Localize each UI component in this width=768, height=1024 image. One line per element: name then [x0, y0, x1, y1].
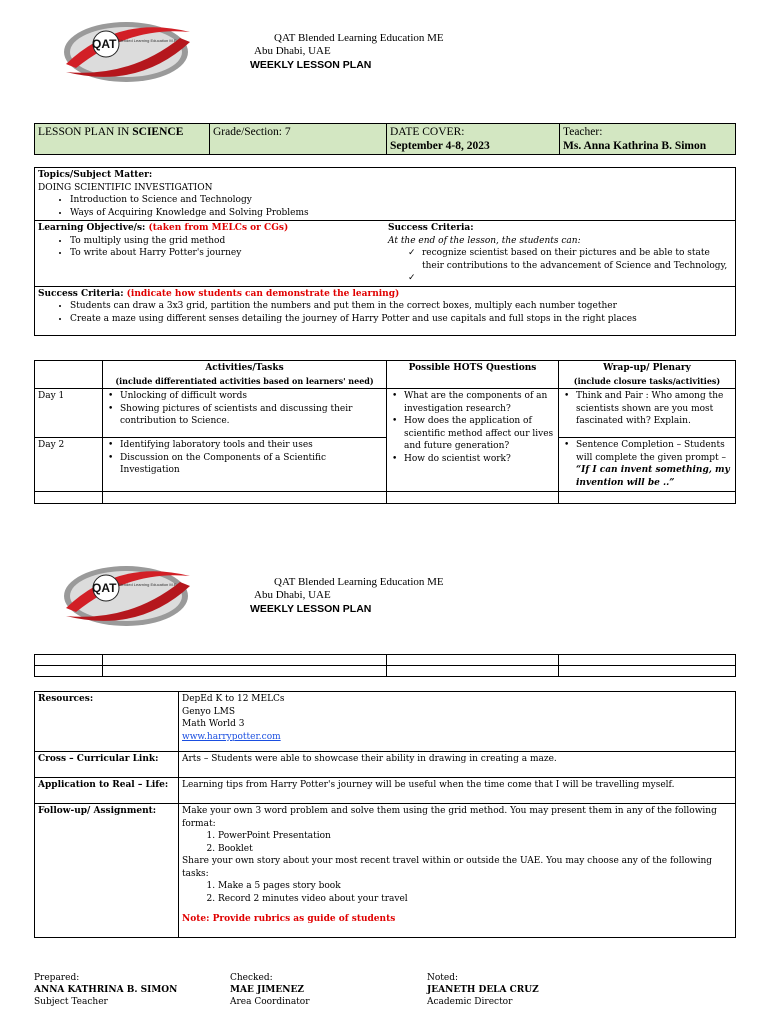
info-table [34, 123, 736, 155]
school-logo [58, 556, 198, 636]
logo-text: QAT [92, 37, 117, 51]
col-hots: Possible HOTS Questions [387, 361, 559, 389]
day2-activities: • Identifying laboratory tools and their uses • Discussion on the Components of a Scientific Investigation [103, 438, 387, 492]
objectives-table [34, 167, 736, 336]
date-cell: DATE COVER: September 4-8, 2023 [387, 124, 560, 155]
followup-note: Note: Provide rubrics as guide of students [182, 914, 396, 924]
topic-item: • Introduction to Science and Technology [70, 194, 732, 207]
topics-cell: Topics/Subject Matter: DOING SCIENTIFIC INVESTIGATION • Introduction to Science and Technology • Ways of Acquiring Knowledge and Solving Problems [35, 168, 736, 221]
activities-table [34, 360, 736, 504]
school-logo [58, 12, 198, 92]
hots-questions: • What are the components of an investigation research? • How does the application of scientific method affect our lives and future generation? • How do scientist work? [387, 389, 559, 492]
logo-tagline: Blended Learning Education M.E [118, 582, 177, 587]
doc-title: WEEKLY LESSON PLAN [250, 59, 372, 71]
cross-value: Arts – Students were able to showcase their ability in drawing in creating a maze. [179, 752, 736, 778]
topic-item: • Ways of Acquiring Knowledge and Solving Problems [70, 207, 732, 220]
logo-text: QAT [92, 581, 117, 595]
resources-label: Resources: [35, 692, 179, 752]
day2-wrap: • Sentence Completion – Students will complete the given prompt – “If I can invent something, my invention will be ..” [559, 438, 736, 492]
criteria-item: ✓ recognize scientist based on their pictures and be able to state their contributions to the advancement of Science and Technology, [408, 247, 732, 272]
objective-item: • To multiply using the grid method [70, 235, 382, 248]
col-wrap: Wrap-up/ Plenary (include closure tasks/activities) [559, 361, 736, 389]
col-activities: Activities/Tasks (include differentiated activities based on learners' need) [103, 361, 387, 389]
lesson-cell: LESSON PLAN IN SCIENCE [35, 124, 210, 155]
day2-label: Day 2 [35, 438, 103, 492]
resources-table [34, 691, 736, 938]
success-criteria-cell: Success Criteria: At the end of the lesson, the students can: ✓ recognize scientist based on their pictures and be able to state their contributions to the advancement of Science and Technology, ✓ [385, 221, 736, 287]
day1-activities: • Unlocking of difficult words • Showing pictures of scientists and discussing their contribution to Science. [103, 389, 387, 438]
school-name: QAT Blended Learning Education ME [274, 576, 444, 588]
application-label: Application to Real – Life: [35, 778, 179, 804]
criteria-item [408, 272, 732, 285]
application-value: Learning tips from Harry Potter's journey will be useful when the time come that I will be travelling myself. [179, 778, 736, 804]
resource-link[interactable]: www.harrypotter.com [182, 731, 281, 742]
followup-label: Follow-up/ Assignment: [35, 804, 179, 938]
success-item: • Students can draw a 3x3 grid, partition the numbers and put them in the correct boxes, multiply each number together [70, 300, 732, 313]
success-bottom-cell: Success Criteria: (indicate how students can demonstrate the learning) • Students can draw a 3x3 grid, partition the numbers and put them in the correct boxes, multiply each number together • Create a maze using different senses detailing the journey of Harry Potter and use capitals and full stops in the right places [35, 286, 736, 335]
prepared-block: Prepared: ANNA KATHRINA B. SIMON Subject Teacher [34, 973, 178, 1007]
doc-title: WEEKLY LESSON PLAN [250, 603, 372, 615]
day1-wrap: • Think and Pair : Who among the scientists shown are you most fascinated with? Explain. [559, 389, 736, 438]
school-city: Abu Dhabi, UAE [254, 589, 331, 601]
success-item: • Create a maze using different senses detailing the journey of Harry Potter and use capitals and full stops in the right places [70, 313, 732, 326]
grade-cell: Grade/Section: 7 [210, 124, 387, 155]
objective-item: • To write about Harry Potter's journey [70, 247, 382, 260]
school-name: QAT Blended Learning Education ME [274, 32, 444, 44]
resources-value: DepEd K to 12 MELCs Genyo LMS Math World 3 www.harrypotter.com [179, 692, 736, 752]
day1-label: Day 1 [35, 389, 103, 438]
objectives-cell: Learning Objective/s: (taken from MELCs or CGs) • To multiply using the grid method • To write about Harry Potter's journey [35, 221, 386, 287]
noted-block: Noted: JEANETH DELA CRUZ Academic Director [427, 973, 539, 1007]
logo-tagline: Blended Learning Education M.E [118, 38, 177, 43]
cross-label: Cross – Curricular Link: [35, 752, 179, 778]
school-city: Abu Dhabi, UAE [254, 45, 331, 57]
teacher-cell: Teacher: Ms. Anna Kathrina B. Simon [560, 124, 736, 155]
checked-block: Checked: MAE JIMENEZ Area Coordinator [230, 973, 310, 1007]
followup-value: Make your own 3 word problem and solve them using the grid method. You may present them in any of the following format: 1. PowerPoint Presentation 2. Booklet Share your own story about your most recent travel within or outside the UAE. You may choose any of the following tasks: 1. Make a 5 pages story book 2. Record 2 minutes video about your travel Note: Provide rubrics as guide of students [179, 804, 736, 938]
activities-continuation [34, 654, 736, 677]
